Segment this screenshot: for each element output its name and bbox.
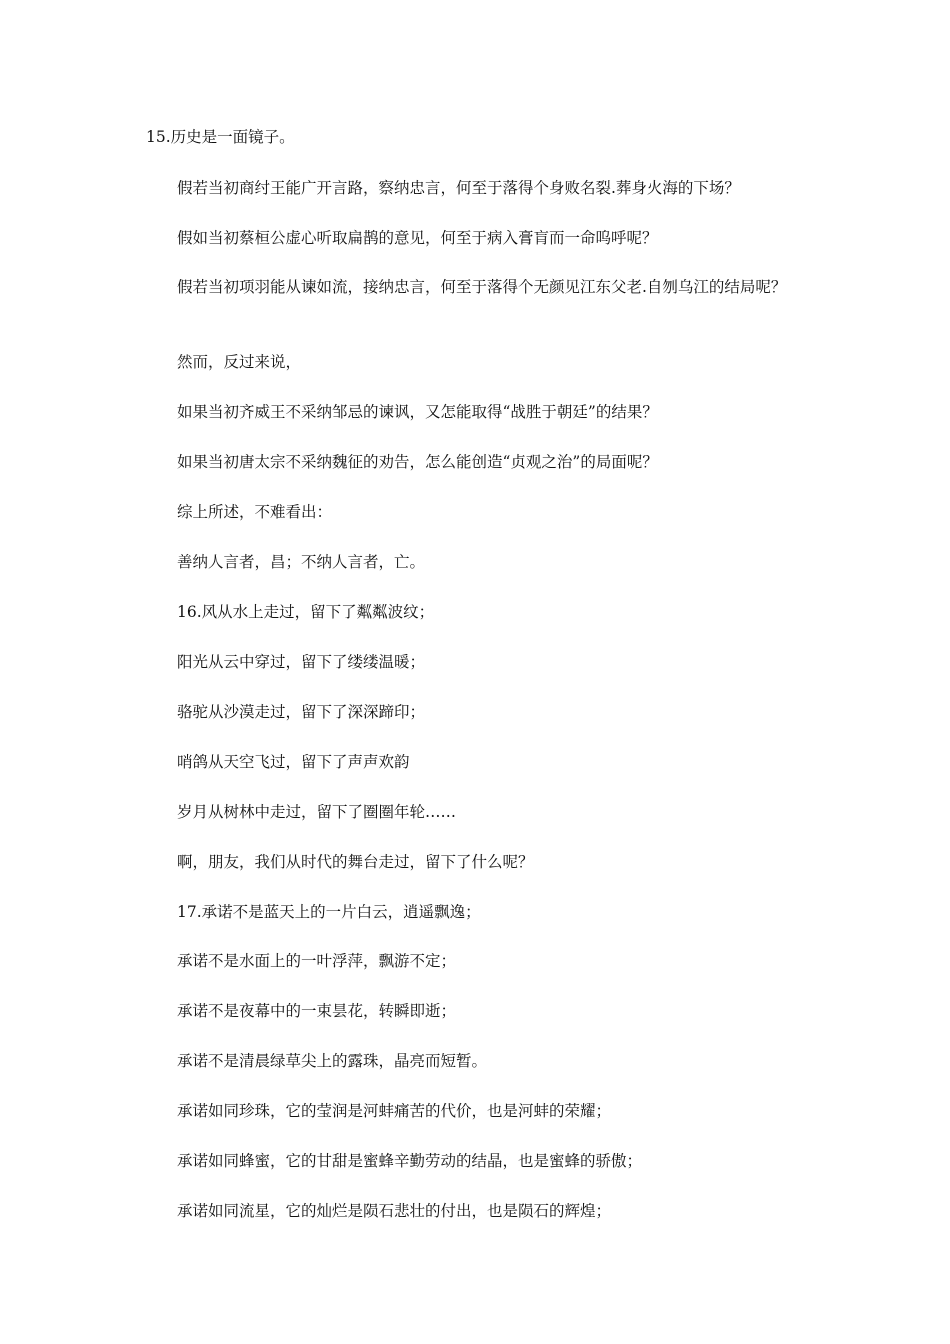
section-16-paragraph-4: 岁月从树林中走过，留下了圈圈年轮…… — [177, 803, 457, 821]
section-15-paragraph-6: 如果当初唐太宗不采纳魏征的劝告，怎么能创造“贞观之治”的局面呢？ — [177, 453, 658, 471]
section-16-heading: 16.风从水上走过，留下了粼粼波纹； — [177, 603, 435, 621]
section-16-paragraph-3: 哨鸽从天空飞过，留下了声声欢韵 — [177, 753, 410, 771]
section-15-paragraph-3: 假若当初项羽能从谏如流，接纳忠言，何至于落得个无颜见江东父老.自刎乌江的结局呢？ — [177, 278, 787, 296]
section-15-paragraph-4: 然而，反过来说， — [177, 353, 302, 371]
section-17-paragraph-1: 承诺不是水面上的一叶浮萍，飘游不定； — [177, 952, 457, 970]
section-15-paragraph-8: 善纳人言者，昌；不纳人言者，亡。 — [177, 553, 426, 571]
section-16-paragraph-5: 啊，朋友，我们从时代的舞台走过，留下了什么呢？ — [177, 853, 534, 871]
section-16-paragraph-1: 阳光从云中穿过，留下了缕缕温暖； — [177, 653, 426, 671]
section-15-paragraph-5: 如果当初齐威王不采纳邹忌的谏讽，又怎能取得“战胜于朝廷”的结果？ — [177, 403, 658, 421]
section-15-paragraph-2: 假如当初蔡桓公虚心听取扁鹊的意见，何至于病入膏肓而一命呜呼呢？ — [177, 229, 658, 247]
section-16-paragraph-2: 骆驼从沙漠走过，留下了深深蹄印； — [177, 703, 426, 721]
section-17-heading: 17.承诺不是蓝天上的一片白云，逍遥飘逸； — [177, 903, 481, 921]
section-17-paragraph-2: 承诺不是夜幕中的一束昙花，转瞬即逝； — [177, 1002, 457, 1020]
section-15-heading: 15.历史是一面镜子。 — [146, 128, 295, 146]
section-17-paragraph-4: 承诺如同珍珠，它的莹润是河蚌痛苦的代价，也是河蚌的荣耀； — [177, 1102, 612, 1120]
section-17-paragraph-5: 承诺如同蜂蜜，它的甘甜是蜜蜂辛勤劳动的结晶，也是蜜蜂的骄傲； — [177, 1152, 643, 1170]
section-15-paragraph-1: 假若当初商纣王能广开言路，察纳忠言，何至于落得个身败名裂.葬身火海的下场？ — [177, 179, 740, 197]
section-15-paragraph-7: 综上所述，不难看出： — [177, 503, 333, 521]
section-17-paragraph-6: 承诺如同流星，它的灿烂是陨石悲壮的付出，也是陨石的辉煌； — [177, 1202, 612, 1220]
section-17-paragraph-3: 承诺不是清晨绿草尖上的露珠，晶亮而短暂。 — [177, 1052, 488, 1070]
